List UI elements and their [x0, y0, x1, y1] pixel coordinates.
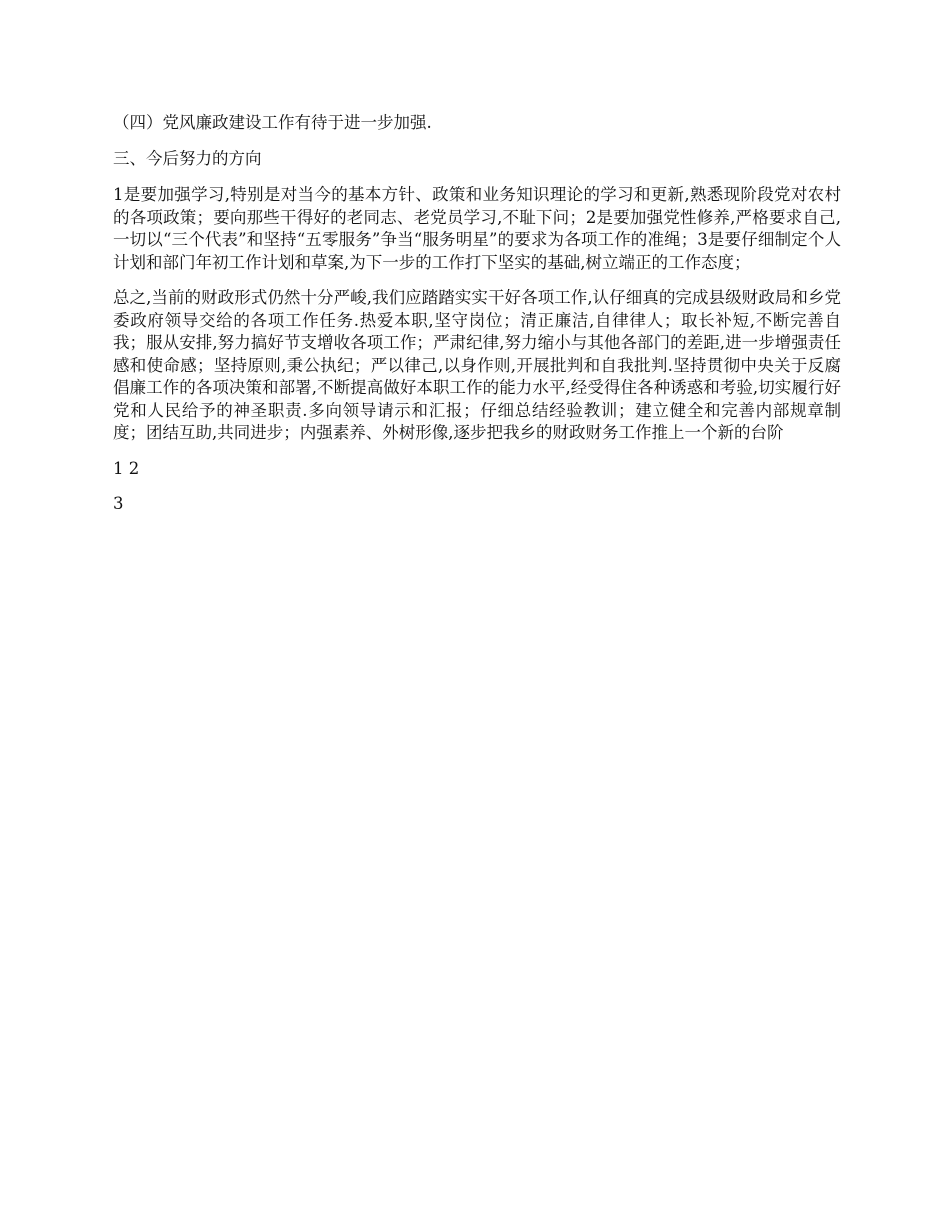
- section-heading-three: 三、今后努力的方向: [113, 148, 262, 168]
- page-numbers-line-2: 3: [113, 494, 124, 513]
- document-page: [113, 112, 841, 529]
- body-paragraph-directions: 1是要加强学习,特别是对当今的基本方针、政策和业务知识理论的学习和更新,熟悉现阶段党对农村的各项政策；要向那些干得好的老同志、老党员学习,不耻下问；2是要加强党性修养,严格要求自己,一切以“三个代表”和坚持“五零服务”争当“服务明星”的要求为各项工作的准绳；3是要仔细制定个人计划和部门年初工作计划和草案,为下一步的工作打下坚实的基础,树立端正的工作态度；: [113, 185, 841, 272]
- body-paragraph-conclusion: 总之,当前的财政形式仍然十分严峻,我们应踏踏实实干好各项工作,认仔细真的完成县级财政局和乡党委政府领导交给的各项工作任务.热爱本职,坚守岗位；清正廉洁,自律律人；取长补短,不断完善自我；服从安排,努力搞好节支增收各项工作；严肃纪律,努力缩小与其他各部门的差距,进一步增强责任感和使命感；坚持原则,秉公执纪；严以律己,以身作则,开展批判和自我批判.坚持贯彻中央关于反腐倡廉工作的各项决策和部署,不断提高做好本职工作的能力水平,经受得住各种诱惑和考验,切实履行好党和人民给予的神圣职责.多向领导请示和汇报；仔细总结经验教训；建立健全和完善内部规章制度；团结互助,共同进步；内强素养、外树形像,逐步把我乡的财政财务工作推上一个新的台阶: [113, 288, 841, 442]
- page-numbers-line-1: 1 2: [113, 458, 140, 478]
- section-heading-four: （四）党风廉政建设工作有待于进一步加强.: [113, 113, 432, 132]
